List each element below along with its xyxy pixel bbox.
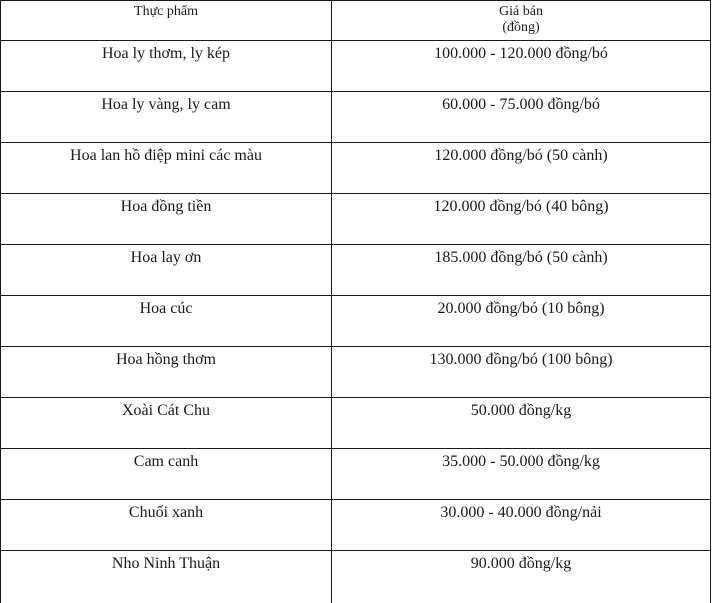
price-cell: 50.000 đồng/kg — [332, 398, 711, 449]
price-cell: 90.000 đồng/kg — [332, 551, 711, 603]
product-cell: Hoa ly vàng, ly cam — [1, 92, 332, 143]
product-cell: Hoa cúc — [1, 296, 332, 347]
header-product: Thực phẩm — [1, 1, 332, 41]
table-row — [1, 398, 711, 449]
table-row — [1, 449, 711, 500]
table-row — [1, 143, 711, 194]
product-cell: Hoa lan hồ điệp mini các màu — [1, 143, 332, 194]
table-row — [1, 500, 711, 551]
price-cell: 100.000 - 120.000 đồng/bó — [332, 41, 711, 92]
price-cell: 30.000 - 40.000 đồng/nải — [332, 500, 711, 551]
price-cell: 35.000 - 50.000 đồng/kg — [332, 449, 711, 500]
table-row — [1, 347, 711, 398]
price-cell: 120.000 đồng/bó (40 bông) — [332, 194, 711, 245]
table-row — [1, 245, 711, 296]
table-row — [1, 194, 711, 245]
product-cell: Hoa hồng thơm — [1, 347, 332, 398]
product-cell: Xoài Cát Chu — [1, 398, 332, 449]
price-cell: 20.000 đồng/bó (10 bông) — [332, 296, 711, 347]
product-cell: Hoa lay ơn — [1, 245, 332, 296]
product-cell: Chuối xanh — [1, 500, 332, 551]
price-cell: 185.000 đồng/bó (50 cành) — [332, 245, 711, 296]
product-cell: Hoa đồng tiền — [1, 194, 332, 245]
header-price-line1: Giá bán — [499, 4, 543, 19]
table-row — [1, 92, 711, 143]
table-header-row — [1, 1, 711, 41]
table-row — [1, 296, 711, 347]
price-cell: 60.000 - 75.000 đồng/bó — [332, 92, 711, 143]
table-row — [1, 41, 711, 92]
header-price — [332, 1, 711, 41]
price-cell: 130.000 đồng/bó (100 bông) — [332, 347, 711, 398]
product-cell: Hoa ly thơm, ly kép — [1, 41, 332, 92]
header-price-line2: (đồng) — [502, 20, 540, 35]
table-row — [1, 551, 711, 603]
price-cell: 120.000 đồng/bó (50 cành) — [332, 143, 711, 194]
product-cell: Nho Ninh Thuận — [1, 551, 332, 603]
product-cell: Cam canh — [1, 449, 332, 500]
